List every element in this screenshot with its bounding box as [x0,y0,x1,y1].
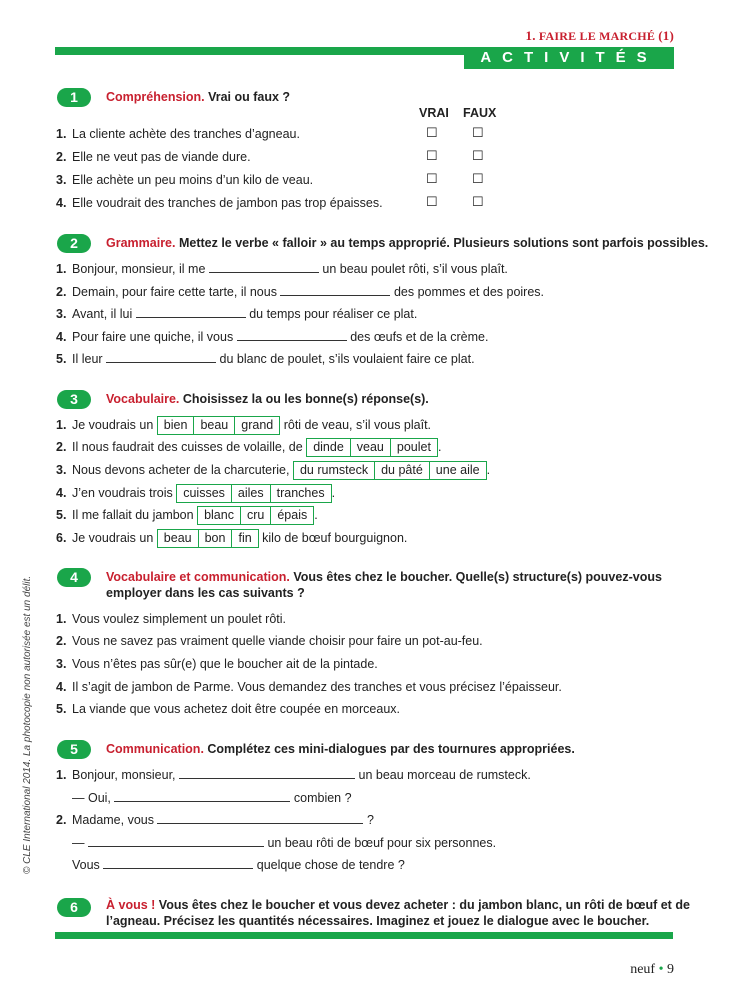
exercise-3-title: Vocabulaire. Choisissez la ou les bonne(s) réponse(s). [106,392,429,406]
choice-option[interactable]: épais [277,508,308,522]
choice-group [306,438,438,457]
choice-group [157,529,259,548]
exercise-6-badge: 6 [57,898,91,917]
ex2-item-1: 1. Bonjour, monsieur, il me un beau poulet rôti, s’il vous plaît. [56,262,508,276]
exercise-5-title: Communication. Complétez ces mini-dialogues par des tournures appropriées. [106,742,575,756]
exercise-5-badge: 5 [57,740,91,759]
ex5-line-5: Vous quelque chose de tendre ? [72,858,405,872]
ex3-item-2: 2. Il nous faudrait des cuisses de volaille, de dinde veau poulet . [56,438,441,457]
chapter-part: (1) [658,28,674,43]
ex3-item-5: 5. Il me fallait du jambon blanc cru épais . [56,506,318,525]
choice-group [197,506,314,525]
page-number: neuf • 9 [630,962,674,977]
answer-blank[interactable] [114,790,290,802]
answer-blank[interactable] [88,835,264,847]
answer-blank[interactable] [157,812,363,824]
answer-blank[interactable] [179,767,355,779]
ex1-vrai-checkbox-4[interactable]: ☐ [426,194,438,209]
choice-option[interactable]: dinde [307,439,351,456]
choice-option[interactable]: bien [158,417,195,434]
exercise-1-badge: 1 [57,88,91,107]
activities-banner: ACTIVITÉS [464,47,674,69]
choice-option[interactable]: cru [241,507,271,524]
exercise-6-title: À vous ! Vous êtes chez le boucher et vous devez acheter : du jambon blanc, un rôti de bœuf et de l’agneau. Précisez les quantités nécessaires. Imaginez et jouez le dialogue avec le boucher. [106,898,690,928]
choice-option[interactable]: grand [241,418,274,432]
ex1-item-4: 4. Elle voudrait des tranches de jambon pas trop épaisses. [56,196,383,210]
ex5-line-4: — un beau rôti de bœuf pour six personnes. [72,836,497,850]
col-vrai: VRAI [419,106,449,120]
exercise-3-badge: 3 [57,390,91,409]
ex4-item-1: 1. Vous voulez simplement un poulet rôti. [56,612,287,626]
choice-option[interactable]: veau [351,439,391,456]
choice-option[interactable]: cuisses [177,485,232,502]
ex2-item-3: 3. Avant, il lui du temps pour réaliser ce plat. [56,307,418,321]
exercise-1-title: Compréhension. Vrai ou faux ? [106,90,291,104]
exercise-2-badge: 2 [57,234,91,253]
bottom-rule [55,932,673,939]
ex4-item-4: 4. Il s’agit de jambon de Parme. Vous demandez des tranches et vous précisez l’épaisseur. [56,680,562,694]
ex1-vrai-checkbox-1[interactable]: ☐ [426,125,438,140]
answer-blank[interactable] [209,261,319,273]
ex1-vrai-checkbox-3[interactable]: ☐ [426,171,438,186]
choice-group [176,484,331,503]
ex2-item-5: 5. Il leur du blanc de poulet, s’ils voulaient faire ce plat. [56,352,475,366]
ex3-item-3: 3. Nous devons acheter de la charcuterie, du rumsteck du pâté une aile . [56,461,490,480]
ex3-item-6: 6. Je voudrais un beau bon fin kilo de bœuf bourguignon. [56,529,407,548]
ex1-faux-checkbox-2[interactable]: ☐ [472,148,484,163]
choice-option[interactable]: du pâté [375,462,430,479]
ex1-faux-checkbox-3[interactable]: ☐ [472,171,484,186]
chapter-title: FAIRE LE MARCHÉ [538,29,656,43]
answer-blank[interactable] [106,351,216,363]
chapter-number: 1. [525,28,536,43]
choice-option[interactable]: bon [199,530,233,547]
col-faux: FAUX [463,106,497,120]
exercise-4-badge: 4 [57,568,91,587]
choice-option[interactable]: blanc [198,507,241,524]
ex1-vrai-checkbox-2[interactable]: ☐ [426,148,438,163]
choice-option[interactable]: poulet [396,440,431,454]
choice-option[interactable]: beau [158,530,199,547]
ex3-item-1: 1. Je voudrais un bien beau grand rôti de veau, s’il vous plaît. [56,416,431,435]
ex3-item-4: 4. J’en voudrais trois cuisses ailes tranches . [56,484,335,503]
answer-blank[interactable] [237,329,347,341]
answer-blank[interactable] [136,306,246,318]
ex4-item-3: 3. Vous n’êtes pas sûr(e) que le boucher ait de la pintade. [56,657,378,671]
choice-group [157,416,280,435]
ex1-faux-checkbox-4[interactable]: ☐ [472,194,484,209]
chapter-heading [526,28,674,44]
ex1-item-2: 2. Elle ne veut pas de viande dure. [56,150,251,164]
choice-option[interactable]: une aile [435,463,480,477]
ex1-item-1: 1. La cliente achète des tranches d’agneau. [56,127,300,141]
ex2-item-2: 2. Demain, pour faire cette tarte, il nous des pommes et des poires. [56,285,545,299]
choice-option[interactable]: ailes [232,485,271,502]
copyright-notice: © CLE International 2014. La photocopie non autorisée est un délit. [22,575,33,874]
choice-option[interactable]: fin [238,531,252,545]
answer-blank[interactable] [280,284,390,296]
ex4-item-2: 2. Vous ne savez pas vraiment quelle viande choisir pour faire un pot-au-feu. [56,634,483,648]
choice-option[interactable]: du rumsteck [294,462,375,479]
ex5-line-1: 1. Bonjour, monsieur, un beau morceau de rumsteck. [56,768,531,782]
exercise-4-title: Vocabulaire et communication. Vous êtes chez le boucher. Quelle(s) structure(s) pouvez-vous employer dans les cas suivants ? [106,570,662,600]
ex5-line-2: — Oui, combien ? [72,791,352,805]
answer-blank[interactable] [103,857,253,869]
choice-group [293,461,487,480]
choice-option[interactable]: tranches [276,486,325,500]
ex1-faux-checkbox-1[interactable]: ☐ [472,125,484,140]
ex5-line-3: 2. Madame, vous ? [56,813,374,827]
exercise-2-title: Grammaire. Mettez le verbe « falloir » au temps approprié. Plusieurs solutions sont parfois possibles. [106,236,709,250]
ex4-item-5: 5. La viande que vous achetez doit être coupée en morceaux. [56,702,400,716]
ex2-item-4: 4. Pour faire une quiche, il vous des œufs et de la crème. [56,330,489,344]
choice-option[interactable]: beau [194,417,235,434]
ex1-item-3: 3. Elle achète un peu moins d’un kilo de veau. [56,173,314,187]
